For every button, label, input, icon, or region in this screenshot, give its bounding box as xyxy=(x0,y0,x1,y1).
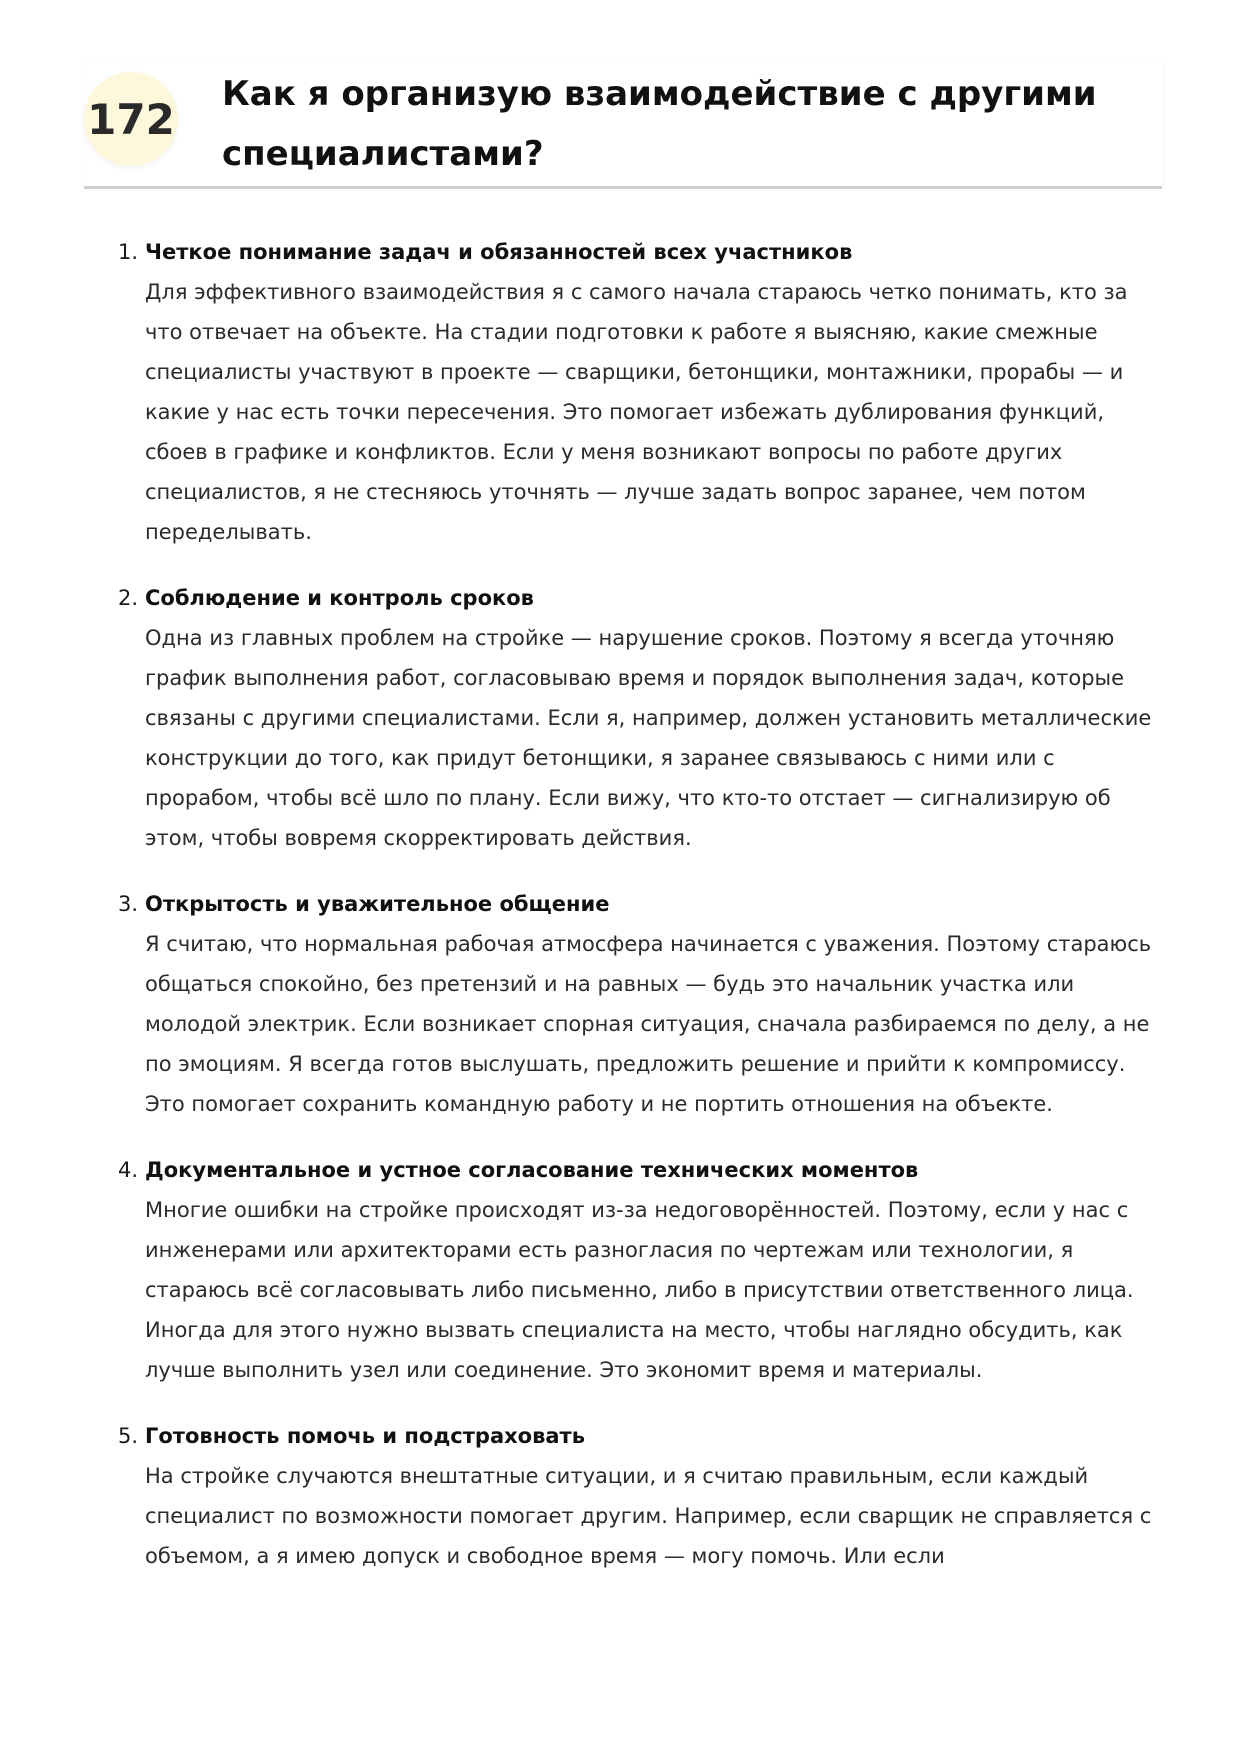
page-header xyxy=(84,62,1162,189)
list-item-heading: Соблюдение и контроль сроков xyxy=(145,586,534,610)
list-item xyxy=(110,232,1170,552)
list-item-number: 1. xyxy=(118,240,139,264)
list-item-text: Для эффективного взаимодействия я с самого начала стараюсь четко понимать, кто за что отвечает на объекте. На стадии подготовки к работе я выясняю, какие смежные специалисты участвуют в проекте — сварщики, бетонщики, монтажники, прорабы — и какие у нас есть точки пересечения. Это помогает избежать дублирования функций, сбоев в графике и конфликтов. Если у меня возникают вопросы по работе других специалистов, я не стесняюсь уточнять — лучше задать вопрос заранее, чем потом переделывать. xyxy=(145,280,1128,544)
list-item-heading: Четкое понимание задач и обязанностей всех участников xyxy=(145,240,853,264)
list-item-text: Многие ошибки на стройке происходят из-за недоговорённостей. Поэтому, если у нас с инженерами или архитекторами есть разногласия по чертежам или технологии, я стараюсь всё согласовывать либо письменно, либо в присутствии ответственного лица. Иногда для этого нужно вызвать специалиста на место, чтобы наглядно обсудить, как лучше выполнить узел или соединение. Это экономит время и материалы. xyxy=(145,1198,1134,1382)
list-item-number: 4. xyxy=(118,1158,139,1182)
list-item-number: 5. xyxy=(118,1424,139,1448)
list-item xyxy=(110,578,1170,858)
numbered-list xyxy=(110,232,1170,1602)
list-item-text: На стройке случаются внештатные ситуации, и я считаю правильным, если каждый специалист по возможности помогает другим. Например, если сварщик не справляется с объемом, а я имею допуск и свободное время — могу помочь. Или если xyxy=(145,1464,1152,1568)
list-item-number: 2. xyxy=(118,586,139,610)
list-item xyxy=(110,884,1170,1124)
list-item-heading: Готовность помочь и подстраховать xyxy=(145,1424,586,1448)
list-item-heading: Документальное и устное согласование технических моментов xyxy=(145,1158,919,1182)
list-item-number: 3. xyxy=(118,892,139,916)
page-number-badge: 172 xyxy=(84,72,178,166)
list-item xyxy=(110,1416,1170,1576)
list-item-text: Одна из главных проблем на стройке — нарушение сроков. Поэтому я всегда уточняю график выполнения работ, согласовываю время и порядок выполнения задач, которые связаны с другими специалистами. Если я, например, должен установить металлические конструкции до того, как придут бетонщики, я заранее связываюсь с ними или с прорабом, чтобы всё шло по плану. Если вижу, что кто-то отстает — сигнализирую об этом, чтобы вовремя скорректировать действия. xyxy=(145,626,1152,850)
list-item xyxy=(110,1150,1170,1390)
list-item-text: Я считаю, что нормальная рабочая атмосфера начинается с уважения. Поэтому стараюсь общаться спокойно, без претензий и на равных — будь это начальник участка или молодой электрик. Если возникает спорная ситуация, сначала разбираемся по делу, а не по эмоциям. Я всегда готов выслушать, предложить решение и прийти к компромиссу. Это помогает сохранить командную работу и не портить отношения на объекте. xyxy=(145,932,1152,1116)
page-title: Как я организую взаимодействие с другими специалистами? xyxy=(222,74,1097,174)
list-item-heading: Открытость и уважительное общение xyxy=(145,892,610,916)
